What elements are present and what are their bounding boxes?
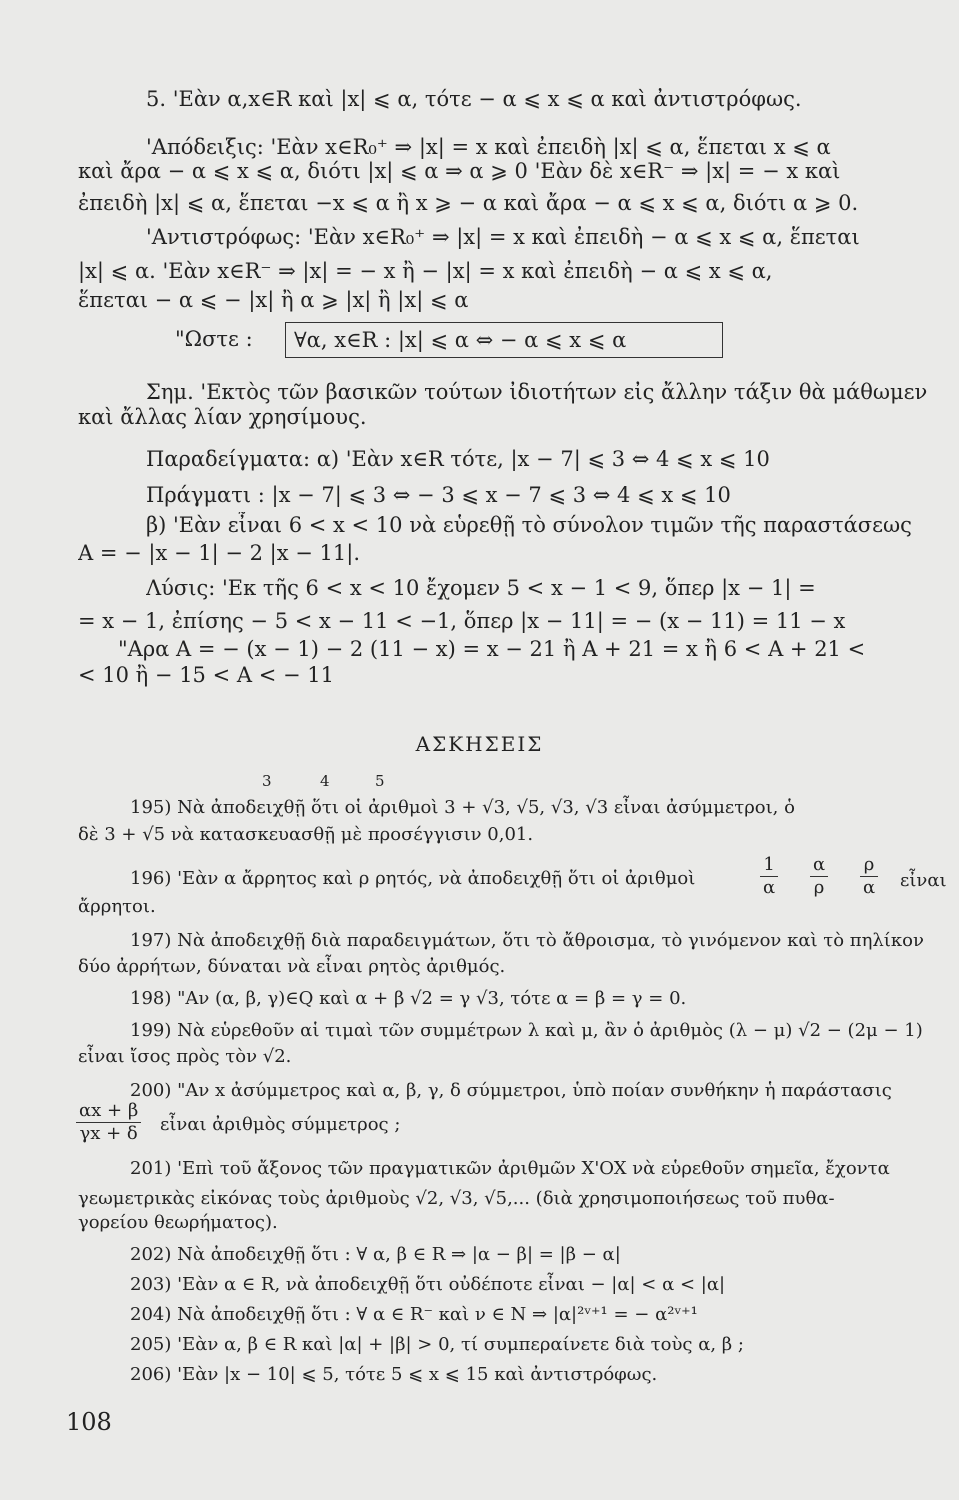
fraction: $\frac{\alpha}{\rho}$ [810,854,828,899]
proof-line-2: καὶ ἄρα − α ⩽ x ⩽ α, διότι |x| ⩽ α ⇒ α ⩾ 0 'Εὰν δὲ x∈R⁻ ⇒ |x| = − x καὶ [78,159,841,183]
root-index: 4 [320,772,330,790]
solution-line-2: = x − 1, ἐπίσης − 5 < x − 11 < −1, ὅπερ |x − 11| = − (x − 11) = 11 − x [78,609,846,633]
exercise-202: 202) Νὰ ἀποδειχθῇ ὅτι : ∀ α, β ∈ R ⇒ |α − β| = |β − α| [130,1244,621,1265]
exercise-201-line-3: γορείου θεωρήματος). [78,1212,278,1233]
exercise-200-line-2: εἶναι ἀριθμὸς σύμμετρος ; [160,1114,401,1135]
exercise-201-line-1: 201) 'Επὶ τοῦ ἄξονος τῶν πραγματικῶν ἀριθμῶν X'OX νὰ εὑρεθοῦν σημεῖα, ἔχοντα [130,1158,890,1179]
exercise-197-line-1: 197) Νὰ ἀποδειχθῇ διὰ παραδειγμάτων, ὅτι τὸ ἄθροισμα, τὸ γινόμενον καὶ τὸ πηλίκον [130,930,924,951]
exercise-195-line-2: δὲ 3 + √5 νὰ κατασκευασθῇ μὲ προσέγγισιν 0,01. [78,824,534,845]
fraction: $\frac{\alpha x + \beta}{\gamma x + \delta}$ [76,1100,141,1145]
converse-line-2: |x| ⩽ α. 'Εὰν x∈R⁻ ⇒ |x| = − x ἢ − |x| = x καὶ ἐπειδὴ − α ⩽ x ⩽ α, [78,259,773,283]
exercise-203: 203) 'Εὰν α ∈ R, νὰ ἀποδειχθῇ ὅτι οὐδέποτε εἶναι − |α| < α < |α| [130,1274,726,1295]
exercise-201-line-2: γεωμετρικὰς εἰκόνας τοὺς ἀριθμοὺς √2, √3, √5,... (διὰ χρησιμοποιήσεως τοῦ πυθα- [78,1188,835,1209]
exercise-200-line-1: 200) "Αν x ἀσύμμετρος καὶ α, β, γ, δ σύμμετροι, ὑπὸ ποίαν συνθήκην ἡ παράστασις [130,1080,892,1101]
exercise-197-line-2: δύο ἀρρήτων, δύναται νὰ εἶναι ρητὸς ἀριθμός. [78,956,506,977]
note-line-1: Σημ. 'Εκτὸς τῶν βασικῶν τούτων ἰδιοτήτων εἰς ἄλλην τάξιν θὰ μάθωμεν [146,380,928,404]
solution-line-3: "Αρα A = − (x − 1) − 2 (11 − x) = x − 21 ἢ A + 21 = x ἢ 6 < A + 21 < [118,637,866,661]
page-number: 108 [66,1408,112,1436]
root-index: 5 [375,772,385,790]
converse-line-1: 'Αντιστρόφως: 'Εὰν x∈R₀⁺ ⇒ |x| = x καὶ ἐπειδὴ − α ⩽ x ⩽ α, ἕπεται [146,225,860,249]
root-index: 3 [262,772,272,790]
proof-line-1: 'Απόδειξις: 'Εὰν x∈R₀⁺ ⇒ |x| = x καὶ ἐπειδὴ |x| ⩽ α, ἕπεται x ⩽ α [146,135,831,159]
exercise-199-line-2: εἶναι ἴσος πρὸς τὸν √2. [78,1046,292,1067]
note-line-2: καὶ ἄλλας λίαν χρησίμους. [78,405,367,429]
example-b-line-1: β) 'Εὰν εἶναι 6 < x < 10 νὰ εὑρεθῇ τὸ σύνολον τιμῶν τῆς παραστάσεως [146,513,912,537]
exercise-196-line-2: ἄρρητοι. [78,896,156,917]
example-a-proof: Πράγματι : |x − 7| ⩽ 3 ⇔ − 3 ⩽ x − 7 ⩽ 3 ⇔ 4 ⩽ x ⩽ 10 [146,483,731,507]
exercise-195-line-1: 195) Νὰ ἀποδειχθῇ ὅτι οἱ ἀριθμοὶ 3 + √3, √5, √3, √3 εἶναι ἀσύμμετροι, ὁ [130,797,795,818]
converse-line-3: ἕπεται − α ⩽ − |x| ἢ α ⩾ |x| ἢ |x| ⩽ α [78,288,469,312]
property-5: 5. 'Εὰν α,x∈R καὶ |x| ⩽ α, τότε − α ⩽ x ⩽ α καὶ ἀντιστρόφως. [146,87,802,111]
therefore-label: "Ωστε : [175,327,253,351]
proof-line-3: ἐπειδὴ |x| ⩽ α, ἕπεται −x ⩽ α ἢ x ⩾ − α καὶ ἄρα − α ⩽ x ⩽ α, διότι α ⩾ 0. [78,191,859,215]
exercise-196-end: εἶναι [900,870,947,891]
exercise-204: 204) Νὰ ἀποδειχθῇ ὅτι : ∀ α ∈ R⁻ καὶ ν ∈ N ⇒ |α|²ᵛ⁺¹ = − α²ᵛ⁺¹ [130,1304,698,1325]
fraction: $\frac{1}{\alpha}$ [760,854,778,899]
solution-line-1: Λύσις: 'Εκ τῆς 6 < x < 10 ἔχομεν 5 < x − 1 < 9, ὅπερ |x − 1| = [146,576,816,600]
solution-line-4: < 10 ἢ − 15 < A < − 11 [78,663,334,687]
exercise-205: 205) 'Εὰν α, β ∈ R καὶ |α| + |β| > 0, τί συμπεραίνετε διὰ τοὺς α, β ; [130,1334,744,1355]
exercise-206: 206) 'Εὰν |x − 10| ⩽ 5, τότε 5 ⩽ x ⩽ 15 καὶ ἀντιστρόφως. [130,1364,658,1385]
exercise-196-line-1: 196) 'Εὰν α ἄρρητος καὶ ρ ρητός, νὰ ἀποδειχθῇ ὅτι οἱ ἀριθμοὶ [130,868,696,889]
exercise-198: 198) "Αν (α, β, γ)∈Q καὶ α + β √2 = γ √3, τότε α = β = γ = 0. [130,988,687,1009]
example-b-line-2: A = − |x − 1| − 2 |x − 11|. [78,541,361,565]
boxed-result: ∀α, x∈R : |x| ⩽ α ⇔ − α ⩽ x ⩽ α [285,322,723,358]
example-a: Παραδείγματα: α) 'Εὰν x∈R τότε, |x − 7| ⩽ 3 ⇔ 4 ⩽ x ⩽ 10 [146,447,770,471]
fraction: $\frac{\rho}{\alpha}$ [860,854,878,899]
exercises-heading: ΑΣΚΗΣΕΙΣ [415,732,544,756]
exercise-199-line-1: 199) Νὰ εὑρεθοῦν αἱ τιμαὶ τῶν συμμέτρων λ καὶ μ, ἂν ὁ ἀριθμὸς (λ − μ) √2 − (2μ − 1) [130,1020,923,1041]
